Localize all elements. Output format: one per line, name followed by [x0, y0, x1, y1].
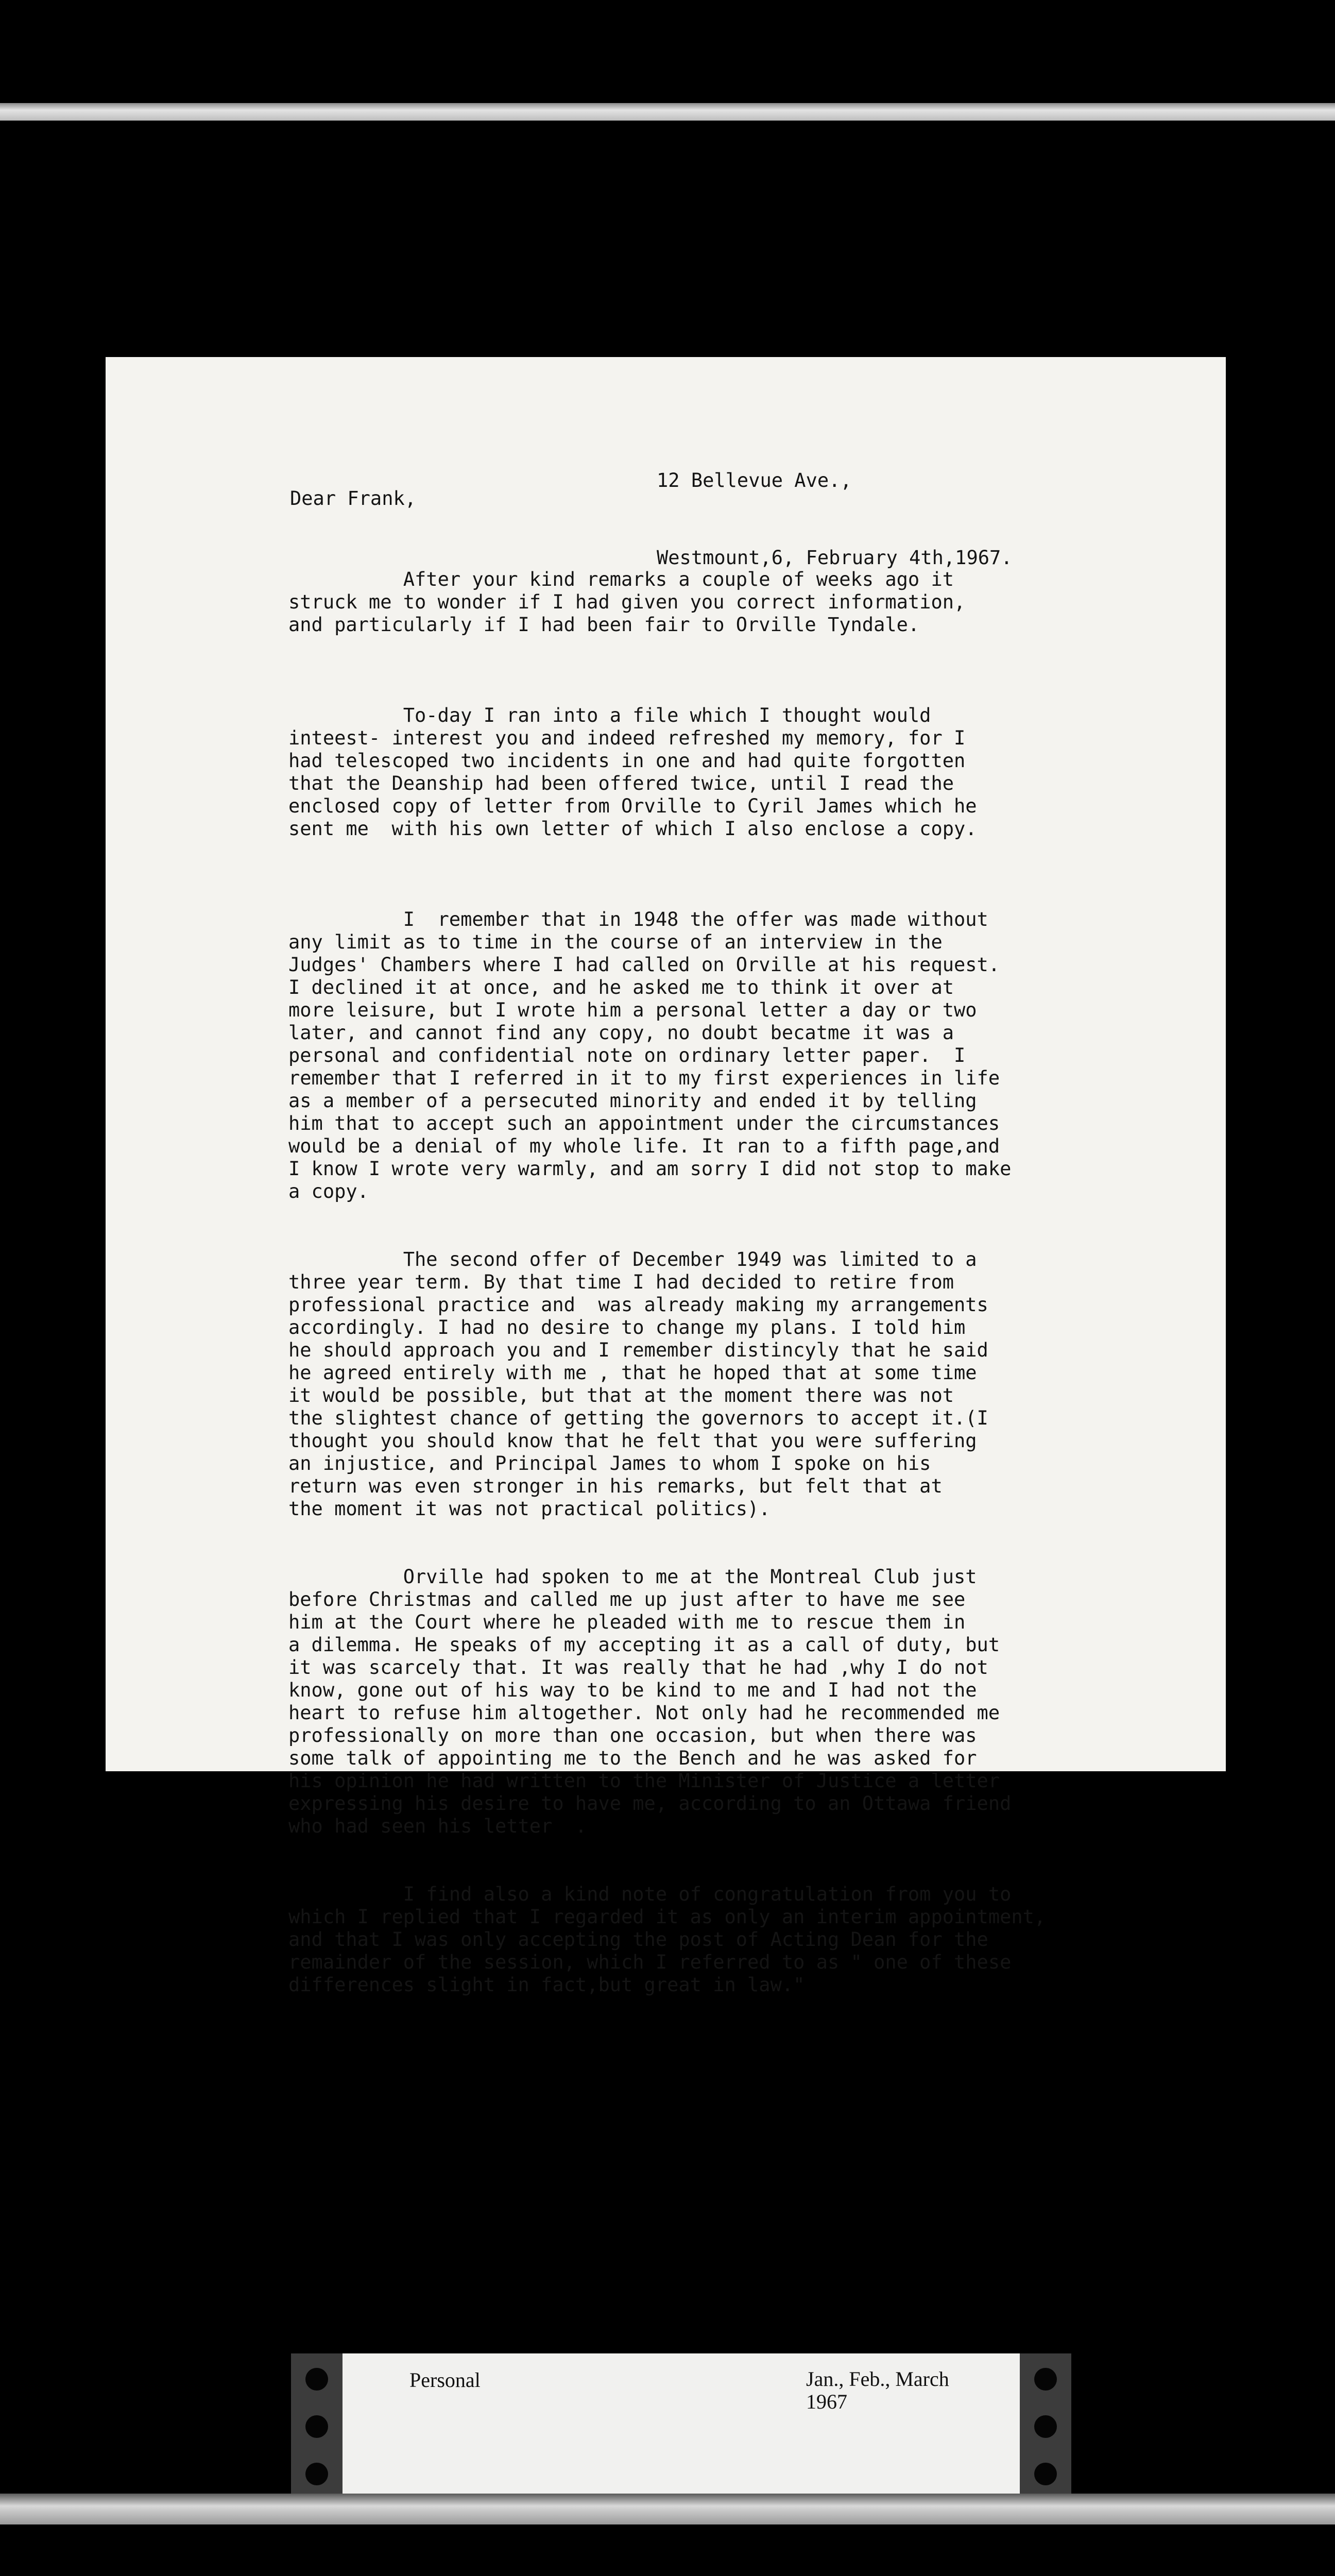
address-street: 12 Bellevue Ave., — [657, 469, 852, 492]
address-city-date: Westmount,6, February 4th,1967. — [657, 547, 1013, 569]
film-strip-bottom — [0, 2494, 1335, 2524]
label-category: Personal — [409, 2368, 481, 2392]
punch-hole-icon — [1034, 2368, 1057, 2391]
paragraph-6: I find also a kind note of congratulation from you to which I replied that I regarded it as only an interim appointment, and that I was only accepting the post of Acting Dean for the remainder of the session, which I referred to as " one of these differences slight in fact,but great in law." — [288, 1883, 1046, 1996]
archive-label-card — [291, 2353, 1071, 2500]
paragraph-3: I remember that in 1948 the offer was made without any limit as to time in the course of an interview in the Judges' Chambers where I had called on Orville at his request. I declined it at once, and he asked me to think it over at more leisure, but I wrote him a personal letter a day or two later, and cannot find any copy, no doubt becatme it was a personal and confidential note on ordinary letter paper. I remember that I referred in it to my first experiences in life as a member of a persecuted minority and ended it by telling him that to accept such an appointment under the circumstances would be a denial of my whole life. It ran to a fifth page,and I know I wrote very warmly, and am sorry I did not stop to make a copy. — [288, 908, 1012, 1202]
paragraph-5: Orville had spoken to me at the Montreal Club just before Christmas and called me up just after to have me see him at the Court where he pleaded with me to rescue them in a dilemma. He speaks of my accepting it as a call of duty, but it was scarcely that. It was really that he had ,why I do not know, gone out of his way to be kind to me and I had not the heart to refuse him altogether. Not only had he recommended me professionally on more than one occasion, but when there was some talk of appointing me to the Bench and he was asked for his opinion he had written to the Minister of Justice a letter expressing his desire to have me, according to an Ottawa friend who had seen his letter . — [288, 1566, 1012, 1837]
label-dates: Jan., Feb., March 1967 — [806, 2367, 949, 2413]
film-strip-top — [0, 103, 1335, 121]
paragraph-1: After your kind remarks a couple of weeks ago it struck me to wonder if I had given you correct information, and particularly if I had been fair to Orville Tyndale. — [288, 568, 966, 636]
letter-body — [288, 523, 1046, 2042]
letter-page — [106, 357, 1226, 1996]
punch-hole-icon — [1034, 2415, 1057, 2438]
punch-hole-icon — [305, 2368, 328, 2391]
paragraph-2: To-day I ran into a file which I thought would inteest- interest you and indeed refreshed my memory, for I had telescoped two incidents in one and had quite forgotten that the Deanship had been offered twice, until I read the enclosed copy of letter from Orville to Cyril James which he sent me with his own letter of which I also enclose a copy. — [288, 704, 977, 840]
card-tab-left — [291, 2353, 343, 2500]
punch-hole-icon — [305, 2415, 328, 2438]
punch-hole-icon — [1034, 2463, 1057, 2485]
paragraph-4: The second offer of December 1949 was limited to a three year term. By that time I had decided to retire from professional practice and was already making my arrangements accordingly. I had no desire to change my plans. I told him he should approach you and I remember distincyly that he said he agreed entirely with me , that he hoped that at some time it would be possible, but that at the moment there was not the slightest chance of getting the governors to accept it.(I thought you should know that he felt that you were suffering an injustice, and Principal James to whom I spoke on his return was even stronger in his remarks, but felt that at the moment it was not practical politics). — [288, 1248, 988, 1520]
card-tab-right — [1020, 2353, 1071, 2500]
salutation: Dear Frank, — [290, 487, 417, 510]
punch-hole-icon — [305, 2463, 328, 2485]
